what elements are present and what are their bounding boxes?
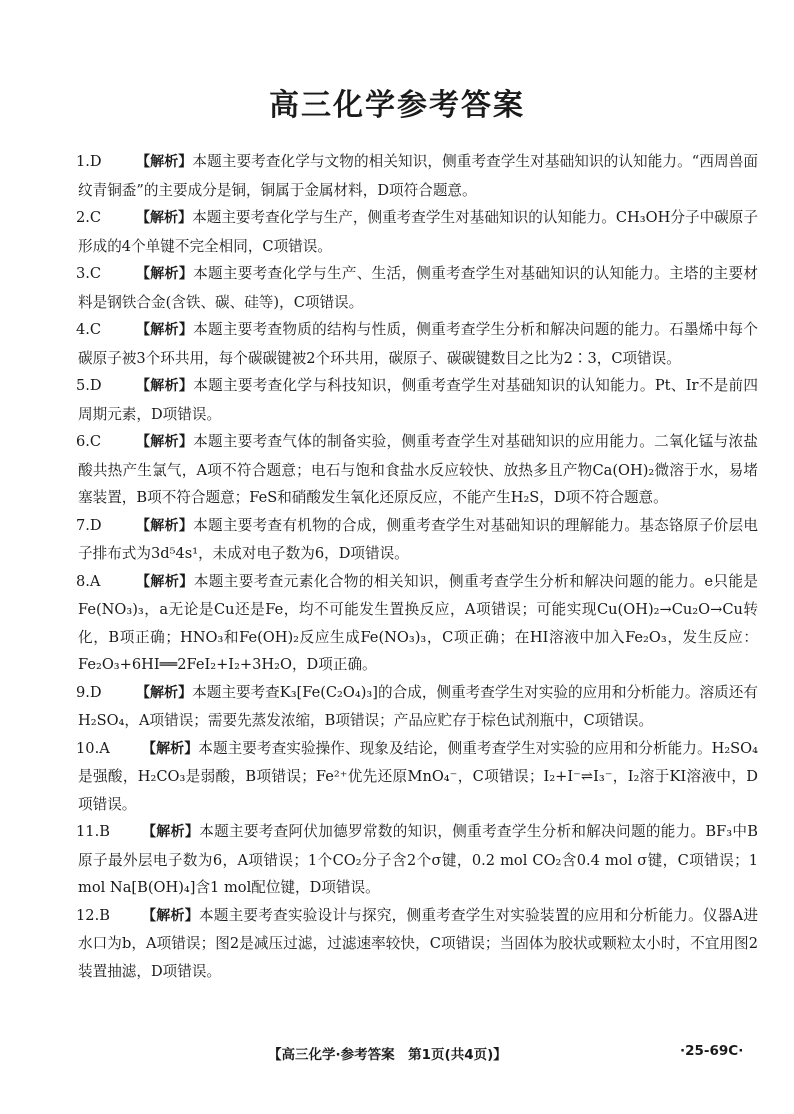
analysis-label: 【解析】 [136,322,194,338]
answer-number: 5.D [76,377,102,394]
analysis-label: 【解析】 [136,573,194,590]
analysis-text: 本题主要考查阿伏加德罗常数的知识，侧重考查学生分析和解决问题的能力。BF₃中B原子最外层电子数为6，A项错误；1个CO₂分子含2个σ键，0.2 mol CO₂含0.4 mol σ键，C项错误；1 mol Na[B(OH)₄]含1 mol配位键，D项错误。 [78,823,759,896]
answer-explanation [78,260,758,316]
answer-item [78,428,758,512]
answer-explanation [78,512,758,568]
answer-item [78,679,758,735]
analysis-text: 本题主要考查元素化合物的相关知识，侧重考查学生分析和解决问题的能力。e只能是Fe(NO₃)₃，a无论是Cu还是Fe，均不可能发生置换反应，A项错误；可能实现Cu(OH)₂→Cu₂O→Cu转化，B项正确；HNO₃和Fe(OH)₂反应生成Fe(NO₃)₃，C项正确；在HI溶液中加入Fe₂O₃，发生反应：Fe₂O₃+6HI══2FeI₂+I₂+3H₂O，D项正确。 [78,572,759,673]
answer-item [78,568,758,679]
analysis-text: 本题主要考查实验操作、现象及结论，侧重考查学生对实验的应用和分析能力。H₂SO₄是强酸，H₂CO₃是弱酸，B项错误；Fe²⁺优先还原MnO₄⁻，C项错误；I₂+I⁻⇌I₃⁻，I₂溶于KI溶液中，D项错误。 [78,739,758,813]
answer-item [78,148,758,204]
analysis-text: 本题主要考查实验设计与探究，侧重考查学生对实验装置的应用和分析能力。仪器A进水口为b，A项错误；图2是减压过滤，过滤速率较快，C项错误；当固体为胶状或颗粒太小时，不宜用图2装置抽滤，D项错误。 [78,906,759,980]
analysis-text: 本题主要考查有机物的合成，侧重考查学生对基础知识的理解能力。基态铬原子价层电子排布式为3d⁵4s¹，未成对电子数为6，D项错误。 [78,516,758,562]
analysis-text: 本题主要考查化学与生产，侧重考查学生对基础知识的认知能力。CH₃OH分子中碳原子形成的4个单键不完全相同，C项错误。 [78,209,758,255]
analysis-label: 【解析】 [142,824,200,840]
analysis-text: 本题主要考查化学与文物的相关知识，侧重考查学生对基础知识的认知能力。“西周兽面纹青铜盉”的主要成分是铜，铜属于金属材料，D项符合题意。 [78,153,759,199]
answer-number: 9.D [76,683,102,701]
analysis-label: 【解析】 [136,210,193,226]
answer-number: 4.C [76,321,102,338]
answer-explanation [78,204,758,260]
answer-item [78,204,758,260]
answer-item [78,316,758,372]
answer-item [78,818,758,902]
analysis-label: 【解析】 [136,154,193,170]
analysis-label: 【解析】 [136,517,194,534]
answer-item [78,735,758,819]
analysis-text: 本题主要考查化学与科技知识，侧重考查学生对基础知识的认知能力。Pt、Ir不是前四周期元素，D项错误。 [78,377,759,423]
answer-explanation [78,679,758,735]
analysis-text: 本题主要考查气体的制备实验，侧重考查学生对基础知识的应用能力。二氧化锰与浓盐酸共热产生氯气，A项不符合题意；电石与饱和食盐水反应较快、放热多且产物Ca(OH)₂微溶于水，易堵塞装置，B项不符合题意；FeS和硝酸发生氧化还原反应，不能产生H₂S，D项不符合题意。 [78,433,758,506]
answer-explanation [78,428,758,512]
analysis-label: 【解析】 [136,684,193,701]
answer-item [78,372,758,428]
answer-number: 3.C [76,265,102,282]
analysis-label: 【解析】 [142,740,199,757]
answer-number: 12.B [76,906,110,924]
answer-list [78,148,758,985]
analysis-label: 【解析】 [142,907,199,924]
answer-number: 11.B [76,823,110,840]
analysis-text: 本题主要考查K₃[Fe(C₂O₄)₃]的合成，侧重考查学生对实验的应用和分析能力。溶质还有H₂SO₄，A项错误；需要先蒸发浓缩，B项错误；产品应贮存于棕色试剂瓶中，C项错误。 [78,683,758,729]
answer-item [78,260,758,316]
answer-explanation [78,372,758,428]
answer-explanation [78,818,758,902]
answer-explanation [78,148,758,204]
answer-number: 1.D [76,153,102,170]
answer-number: 10.A [76,739,110,757]
answer-explanation [78,902,758,986]
answer-number: 6.C [76,433,102,450]
answer-item [78,512,758,568]
answer-explanation [78,316,758,372]
page-title: 高三化学参考答案 [269,88,525,123]
analysis-text: 本题主要考查物质的结构与性质，侧重考查学生分析和解决问题的能力。石墨烯中每个碳原子被3个环共用，每个碳碳键被2个环共用，碳原子、碳碳键数目之比为2∶3，C项错误。 [78,321,758,367]
answer-number: 8.A [76,572,101,590]
analysis-text: 本题主要考查化学与生产、生活，侧重考查学生对基础知识的认知能力。主塔的主要材料是钢铁合金(含铁、碳、硅等)，C项错误。 [78,265,758,311]
footer-code: ·25-69C· [680,1043,744,1059]
answer-number: 2.C [76,209,102,226]
analysis-label: 【解析】 [136,266,194,282]
answer-explanation [78,735,758,819]
footer-page-info: 【高三化学·参考答案 第1页(共4页)】 [268,1047,507,1063]
answer-explanation [78,568,758,679]
answer-number: 7.D [76,516,102,534]
analysis-label: 【解析】 [136,434,194,450]
answer-item [78,902,758,986]
analysis-label: 【解析】 [136,378,194,394]
